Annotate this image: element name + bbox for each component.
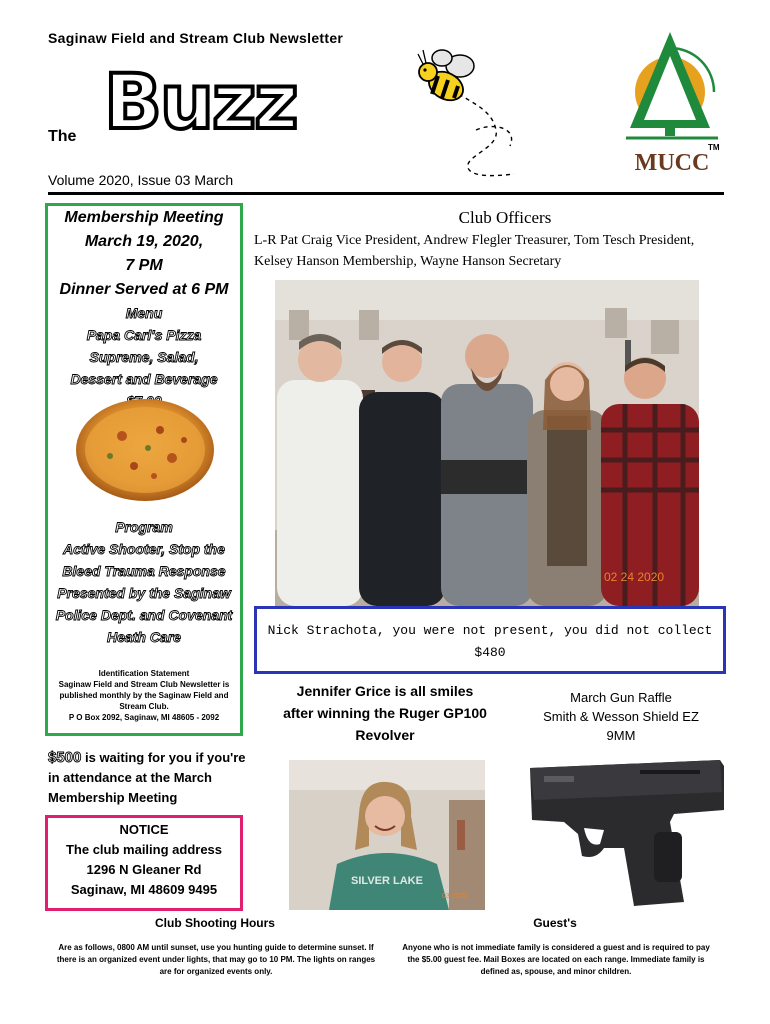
logo-text: MUCC (634, 150, 710, 176)
program-heading: Program (115, 519, 173, 535)
officers-names: L-R Pat Craig Vice President, Andrew Flegler Treasurer, Tom Tesch President, Kelsey Hanson Membership, Wayne Hanson Secretary (254, 233, 695, 269)
header-divider (48, 192, 724, 195)
officers-photo-art (275, 280, 699, 606)
meeting-time: 7 PM (125, 257, 163, 274)
program-block (48, 516, 240, 648)
meeting-details (48, 206, 240, 302)
shooting-hours-title: Club Shooting Hours (155, 916, 275, 930)
bee-icon (414, 44, 526, 184)
officers-title: Club Officers (458, 208, 552, 227)
raffle-caption (530, 688, 712, 745)
prize-amount: $500 (48, 749, 82, 766)
prize-text: is waiting for you if you're in attendance at the March Membership Meeting (48, 750, 246, 805)
officers-photo-date: 02 24 2020 (604, 570, 665, 584)
guests-text: Anyone who is not immediate family is considered a guest and is required to pay the $5.00 guest fee. Mail Boxes are located on each range. Immediate family is defined as, spouse, and minor children. (402, 943, 710, 976)
newsletter-name: Saginaw Field and Stream Club Newsletter (48, 30, 344, 46)
notice-street: 1296 N Gleaner Rd (86, 862, 202, 877)
officers-photo (275, 280, 699, 606)
shooting-hours-text: Are as follows, 0800 AM until sunset, use you hunting guide to determine sunset. If there is an organized event under lights, that may go to 10 PM. The lights on ranges are for organized events only. (56, 943, 376, 976)
ident-heading: Identification Statement (98, 669, 190, 678)
newsletter-title: Buzz (104, 57, 297, 146)
winner-photo-date: 03 2020 (442, 893, 468, 900)
mucc-logo (624, 30, 728, 176)
raffle-gun: Smith & Wesson Shield EZ (543, 709, 699, 724)
identification-statement (50, 668, 238, 723)
volume-issue: Volume 2020, Issue 03 March (48, 172, 234, 188)
callout-text: Nick Strachota, you were not present, you did not collect $480 (267, 623, 713, 660)
winner-caption: Jennifer Grice is all smiles after winning the Ruger GP100 Revolver (283, 683, 487, 743)
notice-city: Saginaw, MI 48609 9495 (70, 882, 218, 897)
meeting-title: Membership Meeting (64, 209, 224, 226)
winner-photo-art (289, 760, 485, 910)
program-text: Active Shooter, Stop the Bleed Trauma Response Presented by the Saginaw Police Dept. and Covenant Heath Care (55, 541, 233, 645)
guests-title: Guest's (533, 916, 577, 930)
menu-heading: Menu (125, 305, 163, 321)
notice-line1: The club mailing address (65, 842, 223, 857)
winner-photo (289, 760, 485, 910)
ident-text: Saginaw Field and Stream Club Newsletter is published monthly by the Saginaw Field and Stream Club. (58, 680, 230, 711)
title-prefix: The (48, 128, 77, 145)
logo-tm: TM (708, 143, 720, 152)
pistol-image (524, 752, 730, 912)
prize-announcement (48, 748, 248, 808)
raffle-caliber: 9MM (606, 728, 636, 743)
meeting-dinner: Dinner Served at 6 PM (59, 281, 229, 298)
menu-text: Papa Carl's Pizza Supreme, Salad, Dessert and Beverage (70, 327, 218, 387)
meeting-date: March 19, 2020, (84, 233, 204, 250)
ident-address: P O Box 2092, Saginaw, MI 48605 - 2092 (68, 713, 220, 722)
sweatshirt-text: SILVER LAKE (351, 875, 423, 887)
notice-heading: NOTICE (119, 822, 169, 837)
notice-content (48, 820, 240, 900)
raffle-title: March Gun Raffle (570, 690, 672, 705)
pizza-image (74, 396, 216, 504)
